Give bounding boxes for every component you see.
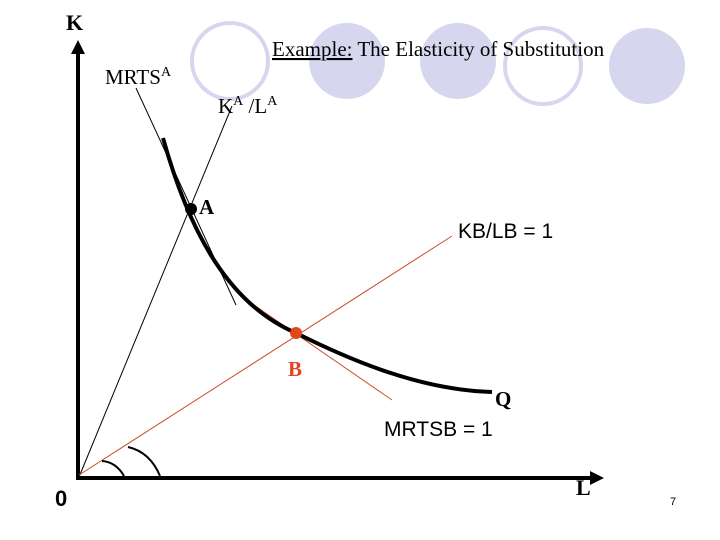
ray-a-l-sup: A [267,94,278,109]
mrts-a-sup: A [160,65,172,80]
deco-circle-3 [420,23,496,99]
ray-a [79,106,232,477]
ray-a-k: K [218,94,234,118]
title-rest: The Elasticity of Substitution [352,37,605,61]
mrts-a-label [105,65,172,89]
page-number: 7 [670,496,677,508]
axes [71,40,604,485]
title-prefix: Example: [272,37,353,61]
deco-circle-2 [309,23,385,99]
y-axis-arrow [71,40,85,54]
origin-label: 0 [55,486,68,511]
point-a-label: A [199,195,215,219]
ray-a-label [218,94,278,118]
point-b-label: B [288,357,303,381]
slide-title [272,37,605,61]
deco-circle-1 [192,23,268,99]
ray-a-k-sup: A [233,94,244,109]
x-axis-arrow [590,471,604,485]
isoquant-curve [163,138,492,392]
x-axis-label: L [576,475,591,500]
isoquant-label: Q [495,387,512,411]
deco-circle-5 [609,28,685,104]
mrts-b-label: MRTSB = 1 [384,418,493,441]
ray-a-sep: /L [243,94,268,118]
point-a-marker [185,203,197,215]
decorative-circles [192,23,685,104]
angle-arc-a [102,461,124,476]
ray-b-label: KB/LB = 1 [458,220,554,243]
point-b-marker [290,327,302,339]
mrts-a-base: MRTS [105,65,161,89]
angle-arc-b [128,447,160,476]
y-axis-label: K [66,10,84,35]
